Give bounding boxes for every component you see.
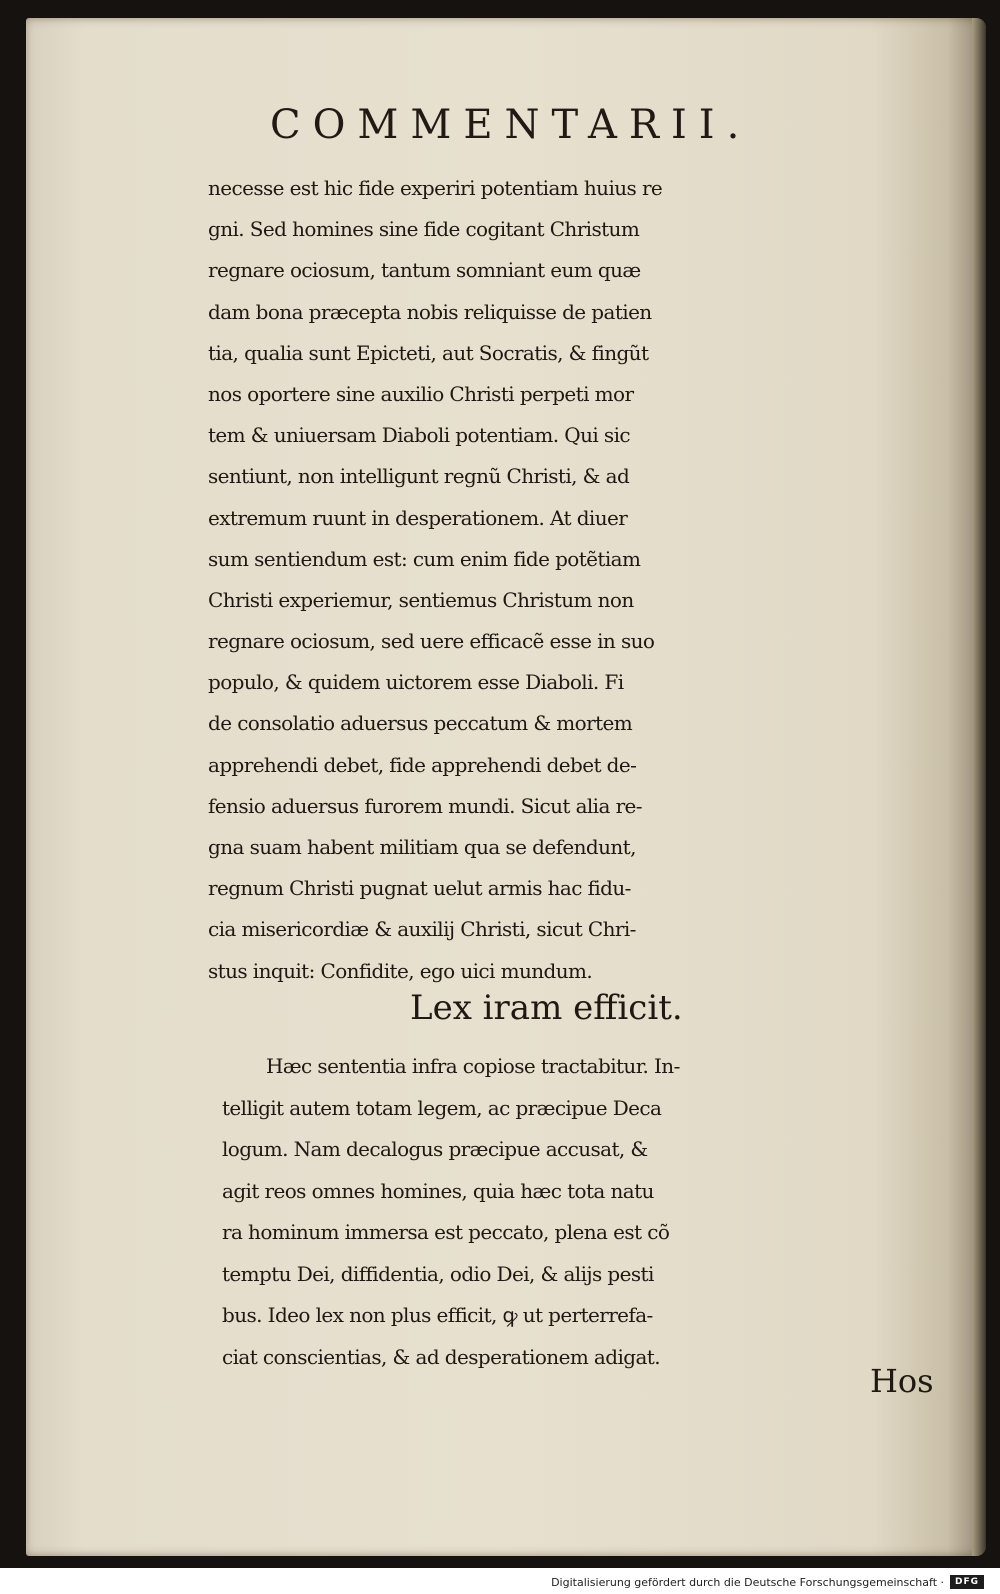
text-line: cia misericordiæ & auxilij Christi, sicut Chri-	[208, 917, 636, 942]
text-line: gni. Sed homines sine fide cogitant Christum	[208, 217, 640, 242]
running-head: COMMENTARII.	[270, 102, 752, 148]
text-line: agit reos omnes homines, quia hæc tota natu	[222, 1178, 654, 1203]
text-line: stus inquit: Confidite, ego uici mundum.	[208, 958, 593, 983]
footer-credit: Digitalisierung gefördert durch die Deutsche Forschungsgemeinschaft ·	[551, 1576, 944, 1589]
text-line: ciat conscientias, & ad desperationem adigat.	[222, 1344, 660, 1369]
text-line: Hæc sententia infra copiose tractabitur. In-	[266, 1054, 680, 1078]
text-line: de consolatio aduersus peccatum & mortem	[208, 711, 633, 736]
text-line: temptu Dei, diffidentia, odio Dei, & alijs pesti	[222, 1261, 654, 1286]
text-line: apprehendi debet, fide apprehendi debet de-	[208, 752, 637, 777]
text-line: regnare ociosum, tantum somniant eum quæ	[208, 258, 641, 283]
text-line: tia, qualia sunt Epicteti, aut Socratis, & fingũt	[208, 340, 649, 365]
section-heading: Lex iram efficit.	[410, 988, 683, 1028]
text-line: necesse est hic fide experiri potentiam huius re	[208, 176, 663, 200]
text-line: populo, & quidem uictorem esse Diaboli. Fi	[208, 670, 624, 695]
text-line: telligit autem totam legem, ac præcipue Deca	[222, 1095, 662, 1120]
dfg-logo: DFG	[950, 1575, 984, 1589]
catchword: Hos	[870, 1362, 934, 1400]
text-line: fensio aduersus furorem mundi. Sicut alia re-	[208, 793, 642, 818]
text-line: bus. Ideo lex non plus efficit, ꝙ ut perterrefa-	[222, 1303, 653, 1327]
text-line: dam bona præcepta nobis reliquisse de patien	[208, 299, 652, 324]
paragraph-1	[208, 168, 968, 992]
text-line: sentiunt, non intelligunt regnũ Christi, & ad	[208, 464, 630, 489]
paragraph-2	[222, 1046, 982, 1378]
text-line: sum sentiendum est: cum enim fide potẽtiam	[208, 546, 641, 571]
text-line: extremum ruunt in desperationem. At diuer	[208, 505, 628, 530]
text-line: gna suam habent militiam qua se defendunt,	[208, 835, 636, 859]
text-line: ra hominum immersa est peccato, plena est cõ	[222, 1220, 670, 1244]
text-line: tem & uniuersam Diaboli potentiam. Qui sic	[208, 423, 630, 448]
text-line: logum. Nam decalogus præcipue accusat, &	[222, 1137, 648, 1161]
text-line: regnare ociosum, sed uere efficacẽ esse in suo	[208, 629, 655, 654]
text-line: regnum Christi pugnat uelut armis hac fidu-	[208, 876, 631, 901]
text-line: nos oportere sine auxilio Christi perpeti mor	[208, 381, 634, 406]
text-line: Christi experiemur, sentiemus Christum non	[208, 587, 634, 612]
